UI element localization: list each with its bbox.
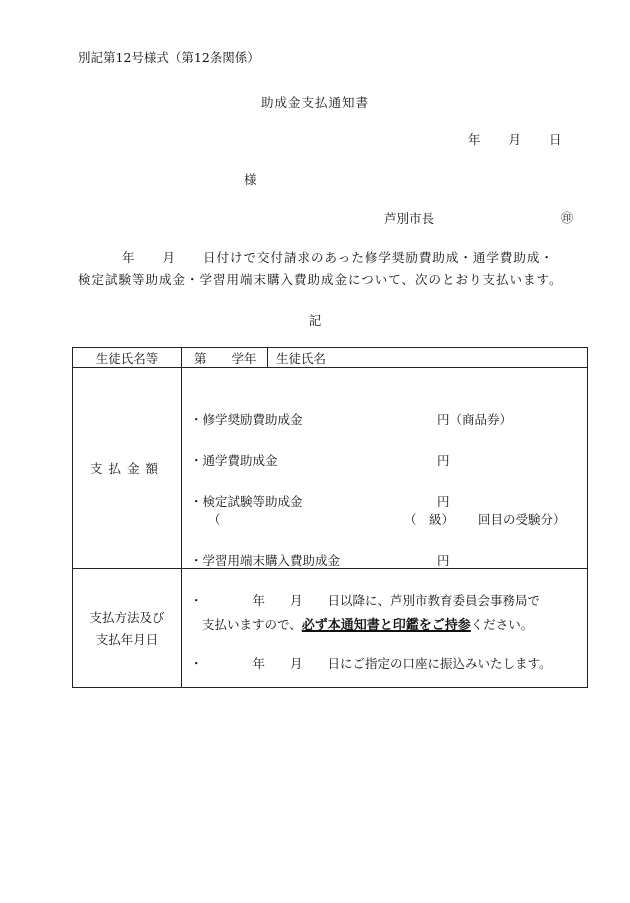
- method-label-2: 支払年月日: [95, 632, 159, 647]
- exam-note-open: （: [208, 512, 221, 527]
- method-label-1: 支払方法及び: [89, 610, 165, 625]
- table-row-method: [73, 569, 588, 688]
- grade-label: 第 学年: [194, 350, 257, 366]
- item-label-exam: ・検定試験等助成金: [190, 494, 303, 509]
- student-label: 生徒氏名等: [95, 350, 159, 366]
- grade-field: [182, 348, 268, 367]
- date-month: 月: [508, 132, 522, 147]
- issue-date: [468, 130, 562, 148]
- student-name-field: [268, 349, 326, 367]
- seal-mark: ㊞: [561, 211, 574, 225]
- method-1-pre: 支払いますので、: [202, 617, 302, 632]
- body-text-line-1: 年 月 日付けで交付請求のあった修学奨励費助成・通学費助成・: [122, 250, 554, 265]
- method-label-cell: [73, 569, 182, 688]
- issuer-name: 芦別市長: [384, 211, 435, 226]
- item-label-commute: ・通学費助成金: [190, 453, 278, 468]
- exam-note-level: （ 級）: [404, 512, 455, 527]
- amount-detail-cell: [182, 368, 588, 569]
- method-1-post: ください。: [470, 617, 534, 632]
- page-title: 助成金支払通知書: [260, 95, 369, 110]
- item-unit-commute: 円: [437, 453, 450, 468]
- form-number: 別記第12号様式（第12条関係）: [78, 50, 260, 65]
- item-label-scholarship: ・修学奨励費助成金: [190, 412, 303, 427]
- student-label-cell: [73, 348, 182, 368]
- item-unit-exam: 円: [437, 494, 450, 509]
- amount-label: 支払金額: [89, 461, 164, 476]
- amount-label-cell: [73, 368, 182, 569]
- ki-heading: 記: [308, 313, 322, 328]
- item-unit-device: 円: [437, 553, 450, 568]
- body-text-line-2: 検定試験等助成金・学習用端末購入費助成金について、次のとおり支払います。: [78, 272, 563, 287]
- table-row-student: [73, 348, 588, 368]
- payment-table: [72, 347, 588, 688]
- method-1-line-2: [202, 614, 533, 633]
- student-name-label: 生徒氏名: [276, 350, 327, 366]
- date-day: 日: [549, 132, 562, 147]
- method-2-line: ・ 年 月 日にご指定の口座に振込みいたします。: [190, 656, 552, 671]
- item-unit-scholarship: 円（商品券）: [437, 412, 513, 427]
- student-info-cell: [182, 348, 588, 368]
- exam-note-count: 回目の受験分）: [478, 512, 566, 527]
- item-label-device: ・学習用端末購入費助成金: [190, 553, 341, 568]
- table-row-amount: [73, 368, 588, 569]
- method-1-line-1: ・ 年 月 日以降に、芦別市教育委員会事務局で: [190, 593, 541, 608]
- addressee-suffix: 様: [244, 172, 257, 187]
- date-year: 年: [468, 132, 481, 147]
- method-detail-cell: [182, 569, 588, 688]
- method-1-emphasis: 必ず本通知書と印鑑をご持参: [301, 618, 471, 633]
